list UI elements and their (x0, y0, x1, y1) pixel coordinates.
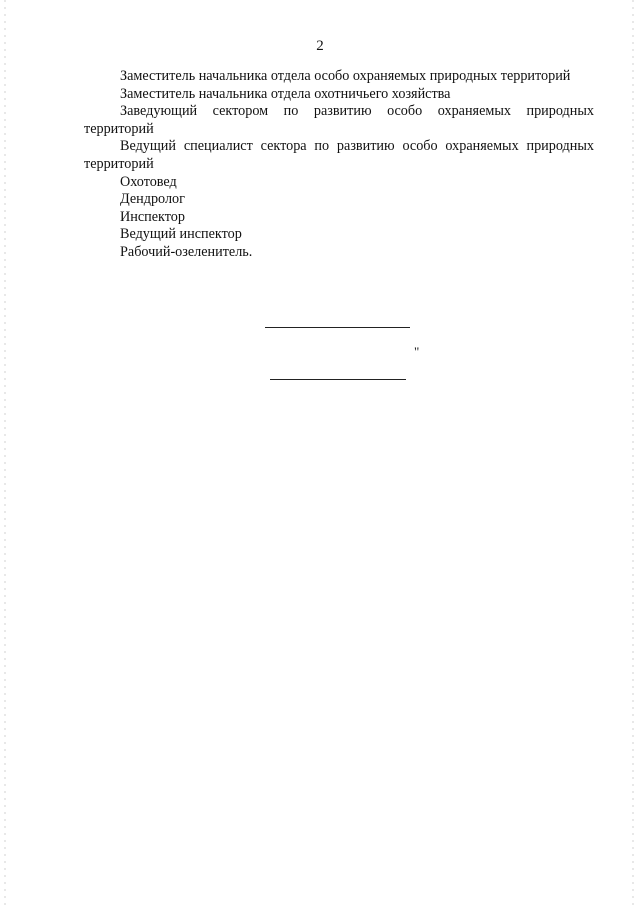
position-item: Инспектор (120, 208, 185, 225)
separator-line (265, 327, 410, 328)
separator-line (270, 379, 406, 380)
page-number: 2 (316, 38, 324, 54)
position-item: Ведущий специалист сектора по развитию особо охраняемых природных территорий (84, 138, 594, 172)
positions-list (84, 68, 594, 262)
position-item: Охотовед (120, 173, 177, 190)
position-item: Заместитель начальника отдела охотничьего хозяйства (120, 85, 451, 102)
position-item: Дендролог (120, 191, 185, 208)
position-item: Рабочий-озеленитель. (120, 243, 253, 260)
scan-edge-left (4, 0, 6, 905)
position-item: Заведующий сектором по развитию особо охраняемых природных территорий (84, 103, 594, 137)
position-item: Ведущий инспектор (120, 226, 242, 243)
closing-quote: " (414, 344, 420, 359)
position-item: Заместитель начальника отдела особо охраняемых природных территорий (120, 68, 571, 84)
scan-edge-right (632, 0, 634, 905)
